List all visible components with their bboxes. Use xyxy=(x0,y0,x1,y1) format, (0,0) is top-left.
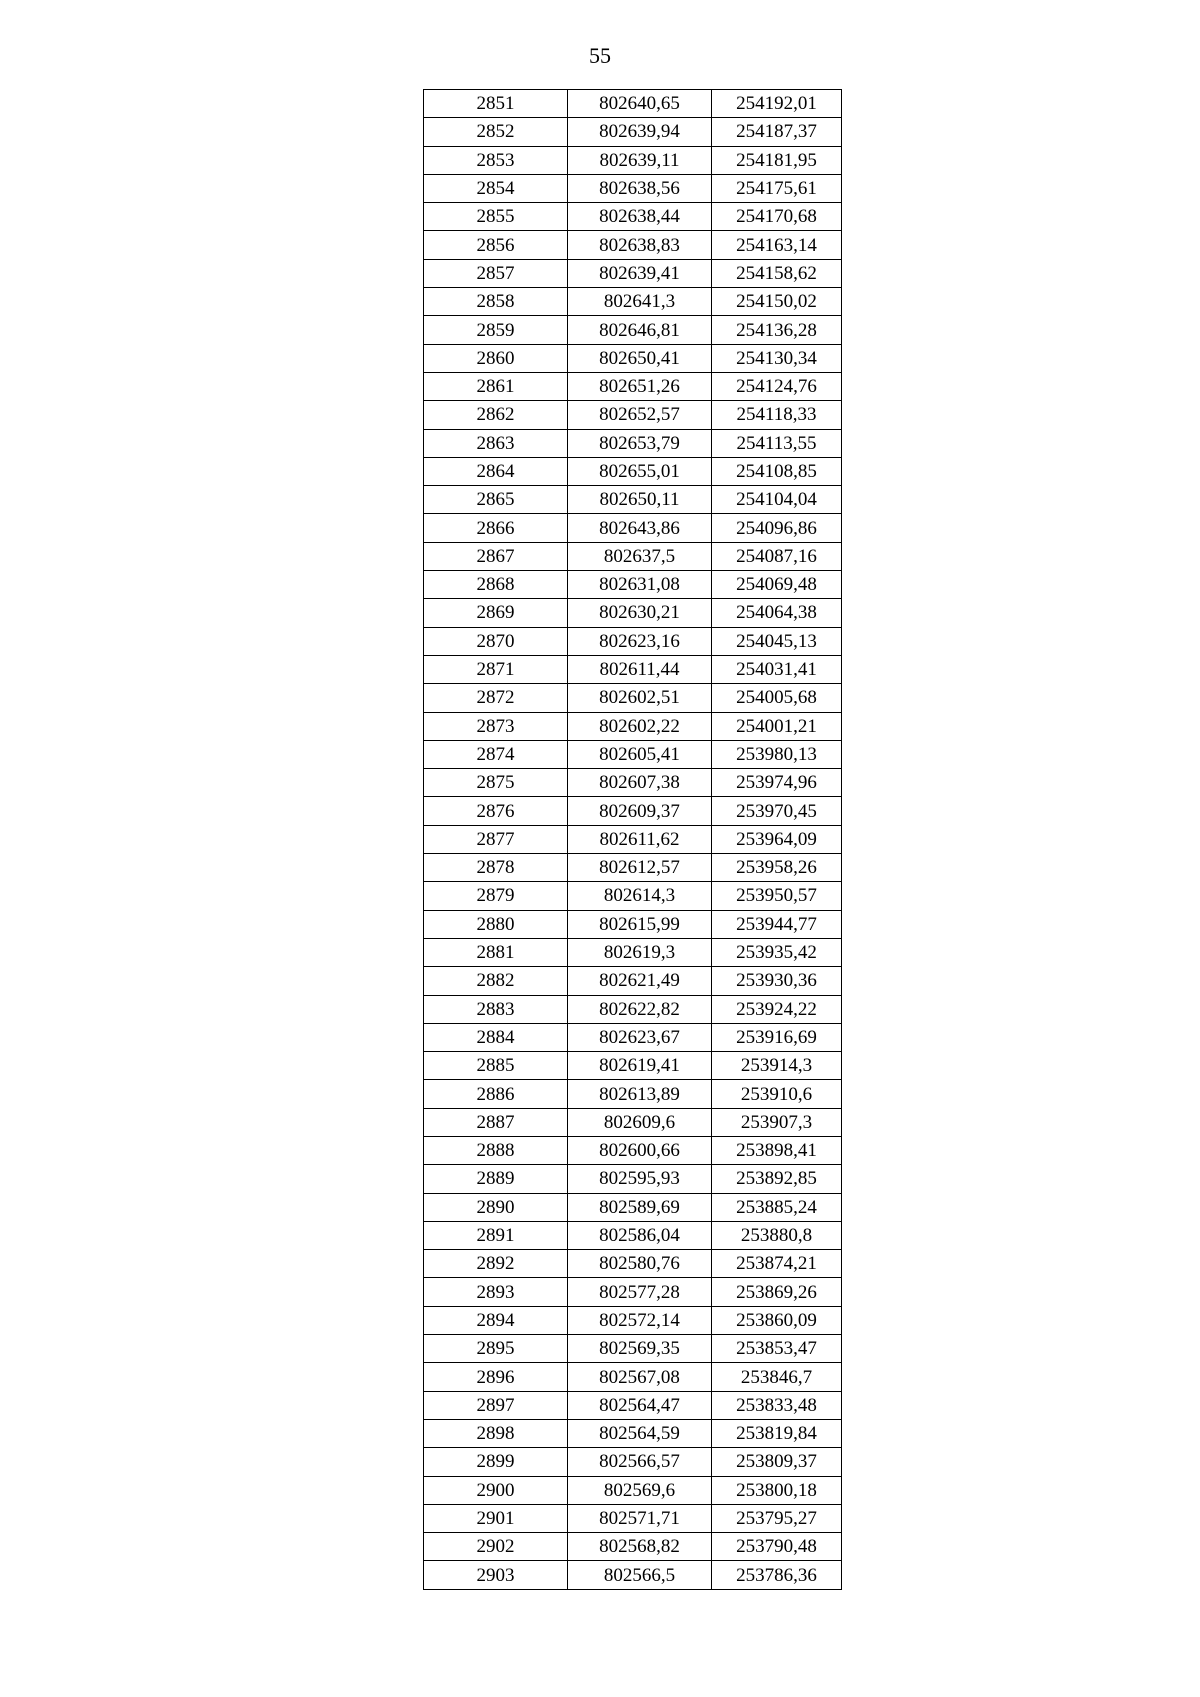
y-coordinate-cell: 254130,34 xyxy=(712,344,842,372)
point-number-cell: 2853 xyxy=(424,146,568,174)
point-number-cell: 2877 xyxy=(424,825,568,853)
x-coordinate-cell: 802638,83 xyxy=(568,231,712,259)
point-number-cell: 2851 xyxy=(424,90,568,118)
x-coordinate-cell: 802640,65 xyxy=(568,90,712,118)
point-number-cell: 2890 xyxy=(424,1193,568,1221)
y-coordinate-cell: 254104,04 xyxy=(712,486,842,514)
y-coordinate-cell: 254170,68 xyxy=(712,203,842,231)
point-number-cell: 2884 xyxy=(424,1023,568,1051)
point-number-cell: 2902 xyxy=(424,1533,568,1561)
point-number-cell: 2872 xyxy=(424,684,568,712)
x-coordinate-cell: 802607,38 xyxy=(568,769,712,797)
y-coordinate-cell: 254150,02 xyxy=(712,288,842,316)
point-number-cell: 2858 xyxy=(424,288,568,316)
point-number-cell: 2856 xyxy=(424,231,568,259)
x-coordinate-cell: 802638,56 xyxy=(568,174,712,202)
x-coordinate-cell: 802569,35 xyxy=(568,1335,712,1363)
x-coordinate-cell: 802638,44 xyxy=(568,203,712,231)
table-row xyxy=(424,1561,842,1589)
x-coordinate-cell: 802605,41 xyxy=(568,740,712,768)
table-row xyxy=(424,938,842,966)
table-row xyxy=(424,146,842,174)
table-row xyxy=(424,1023,842,1051)
x-coordinate-cell: 802586,04 xyxy=(568,1221,712,1249)
y-coordinate-cell: 254192,01 xyxy=(712,90,842,118)
x-coordinate-cell: 802639,94 xyxy=(568,118,712,146)
table-row xyxy=(424,1080,842,1108)
table-row xyxy=(424,90,842,118)
point-number-cell: 2899 xyxy=(424,1448,568,1476)
table-row xyxy=(424,316,842,344)
point-number-cell: 2862 xyxy=(424,401,568,429)
x-coordinate-cell: 802639,41 xyxy=(568,259,712,287)
table-row xyxy=(424,372,842,400)
y-coordinate-cell: 253910,6 xyxy=(712,1080,842,1108)
y-coordinate-cell: 253935,42 xyxy=(712,938,842,966)
x-coordinate-cell: 802653,79 xyxy=(568,429,712,457)
table-row xyxy=(424,118,842,146)
x-coordinate-cell: 802613,89 xyxy=(568,1080,712,1108)
x-coordinate-cell: 802611,44 xyxy=(568,655,712,683)
y-coordinate-cell: 253924,22 xyxy=(712,995,842,1023)
x-coordinate-cell: 802566,5 xyxy=(568,1561,712,1589)
x-coordinate-cell: 802571,71 xyxy=(568,1504,712,1532)
y-coordinate-cell: 254158,62 xyxy=(712,259,842,287)
x-coordinate-cell: 802577,28 xyxy=(568,1278,712,1306)
x-coordinate-cell: 802615,99 xyxy=(568,910,712,938)
x-coordinate-cell: 802651,26 xyxy=(568,372,712,400)
y-coordinate-cell: 253892,85 xyxy=(712,1165,842,1193)
point-number-cell: 2893 xyxy=(424,1278,568,1306)
y-coordinate-cell: 253795,27 xyxy=(712,1504,842,1532)
x-coordinate-cell: 802614,3 xyxy=(568,882,712,910)
x-coordinate-cell: 802564,59 xyxy=(568,1419,712,1447)
y-coordinate-cell: 253874,21 xyxy=(712,1250,842,1278)
point-number-cell: 2852 xyxy=(424,118,568,146)
x-coordinate-cell: 802568,82 xyxy=(568,1533,712,1561)
point-number-cell: 2881 xyxy=(424,938,568,966)
table-row xyxy=(424,1278,842,1306)
point-number-cell: 2867 xyxy=(424,542,568,570)
x-coordinate-cell: 802589,69 xyxy=(568,1193,712,1221)
table-row xyxy=(424,1533,842,1561)
x-coordinate-cell: 802621,49 xyxy=(568,967,712,995)
y-coordinate-cell: 253800,18 xyxy=(712,1476,842,1504)
point-number-cell: 2896 xyxy=(424,1363,568,1391)
table-row xyxy=(424,571,842,599)
point-number-cell: 2855 xyxy=(424,203,568,231)
table-row xyxy=(424,259,842,287)
table-row xyxy=(424,514,842,542)
page-number: 55 xyxy=(589,43,611,68)
y-coordinate-cell: 254124,76 xyxy=(712,372,842,400)
x-coordinate-cell: 802650,41 xyxy=(568,344,712,372)
table-row xyxy=(424,1306,842,1334)
y-coordinate-cell: 253907,3 xyxy=(712,1108,842,1136)
point-number-cell: 2883 xyxy=(424,995,568,1023)
table-row xyxy=(424,1108,842,1136)
point-number-cell: 2903 xyxy=(424,1561,568,1589)
point-number-cell: 2868 xyxy=(424,571,568,599)
y-coordinate-cell: 253880,8 xyxy=(712,1221,842,1249)
point-number-cell: 2864 xyxy=(424,457,568,485)
x-coordinate-cell: 802569,6 xyxy=(568,1476,712,1504)
table-row xyxy=(424,1136,842,1164)
x-coordinate-cell: 802619,41 xyxy=(568,1052,712,1080)
y-coordinate-cell: 254136,28 xyxy=(712,316,842,344)
point-number-cell: 2873 xyxy=(424,712,568,740)
table-row xyxy=(424,457,842,485)
coordinates-table-body xyxy=(424,90,842,1590)
y-coordinate-cell: 253809,37 xyxy=(712,1448,842,1476)
table-row xyxy=(424,712,842,740)
table-row xyxy=(424,1504,842,1532)
x-coordinate-cell: 802564,47 xyxy=(568,1391,712,1419)
y-coordinate-cell: 253970,45 xyxy=(712,797,842,825)
table-row xyxy=(424,769,842,797)
x-coordinate-cell: 802622,82 xyxy=(568,995,712,1023)
point-number-cell: 2888 xyxy=(424,1136,568,1164)
y-coordinate-cell: 253846,7 xyxy=(712,1363,842,1391)
point-number-cell: 2892 xyxy=(424,1250,568,1278)
x-coordinate-cell: 802623,16 xyxy=(568,627,712,655)
y-coordinate-cell: 254001,21 xyxy=(712,712,842,740)
x-coordinate-cell: 802580,76 xyxy=(568,1250,712,1278)
table-row xyxy=(424,203,842,231)
x-coordinate-cell: 802611,62 xyxy=(568,825,712,853)
table-row xyxy=(424,882,842,910)
y-coordinate-cell: 254064,38 xyxy=(712,599,842,627)
point-number-cell: 2869 xyxy=(424,599,568,627)
x-coordinate-cell: 802630,21 xyxy=(568,599,712,627)
table-row xyxy=(424,1165,842,1193)
x-coordinate-cell: 802567,08 xyxy=(568,1363,712,1391)
table-row xyxy=(424,1419,842,1447)
y-coordinate-cell: 254096,86 xyxy=(712,514,842,542)
y-coordinate-cell: 253958,26 xyxy=(712,854,842,882)
x-coordinate-cell: 802637,5 xyxy=(568,542,712,570)
point-number-cell: 2886 xyxy=(424,1080,568,1108)
table-row xyxy=(424,1363,842,1391)
table-row xyxy=(424,231,842,259)
point-number-cell: 2866 xyxy=(424,514,568,542)
table-row xyxy=(424,1391,842,1419)
point-number-cell: 2894 xyxy=(424,1306,568,1334)
x-coordinate-cell: 802609,37 xyxy=(568,797,712,825)
point-number-cell: 2865 xyxy=(424,486,568,514)
x-coordinate-cell: 802652,57 xyxy=(568,401,712,429)
point-number-cell: 2875 xyxy=(424,769,568,797)
point-number-cell: 2854 xyxy=(424,174,568,202)
table-row xyxy=(424,1335,842,1363)
table-row xyxy=(424,1448,842,1476)
table-row xyxy=(424,684,842,712)
x-coordinate-cell: 802572,14 xyxy=(568,1306,712,1334)
point-number-cell: 2891 xyxy=(424,1221,568,1249)
point-number-cell: 2879 xyxy=(424,882,568,910)
x-coordinate-cell: 802641,3 xyxy=(568,288,712,316)
point-number-cell: 2863 xyxy=(424,429,568,457)
table-row xyxy=(424,655,842,683)
point-number-cell: 2898 xyxy=(424,1419,568,1447)
y-coordinate-cell: 253950,57 xyxy=(712,882,842,910)
y-coordinate-cell: 254069,48 xyxy=(712,571,842,599)
y-coordinate-cell: 254113,55 xyxy=(712,429,842,457)
table-row xyxy=(424,627,842,655)
y-coordinate-cell: 253980,13 xyxy=(712,740,842,768)
y-coordinate-cell: 253885,24 xyxy=(712,1193,842,1221)
x-coordinate-cell: 802639,11 xyxy=(568,146,712,174)
table-row xyxy=(424,486,842,514)
table-row xyxy=(424,599,842,627)
x-coordinate-cell: 802650,11 xyxy=(568,486,712,514)
coordinates-table xyxy=(423,89,842,1590)
x-coordinate-cell: 802646,81 xyxy=(568,316,712,344)
y-coordinate-cell: 254031,41 xyxy=(712,655,842,683)
y-coordinate-cell: 254175,61 xyxy=(712,174,842,202)
x-coordinate-cell: 802566,57 xyxy=(568,1448,712,1476)
x-coordinate-cell: 802631,08 xyxy=(568,571,712,599)
point-number-cell: 2871 xyxy=(424,655,568,683)
y-coordinate-cell: 253860,09 xyxy=(712,1306,842,1334)
y-coordinate-cell: 253964,09 xyxy=(712,825,842,853)
y-coordinate-cell: 253819,84 xyxy=(712,1419,842,1447)
y-coordinate-cell: 254108,85 xyxy=(712,457,842,485)
point-number-cell: 2900 xyxy=(424,1476,568,1504)
point-number-cell: 2887 xyxy=(424,1108,568,1136)
point-number-cell: 2880 xyxy=(424,910,568,938)
table-row xyxy=(424,401,842,429)
y-coordinate-cell: 254087,16 xyxy=(712,542,842,570)
point-number-cell: 2876 xyxy=(424,797,568,825)
x-coordinate-cell: 802609,6 xyxy=(568,1108,712,1136)
point-number-cell: 2859 xyxy=(424,316,568,344)
y-coordinate-cell: 254181,95 xyxy=(712,146,842,174)
x-coordinate-cell: 802623,67 xyxy=(568,1023,712,1051)
table-row xyxy=(424,1250,842,1278)
table-row xyxy=(424,429,842,457)
table-row xyxy=(424,854,842,882)
y-coordinate-cell: 253853,47 xyxy=(712,1335,842,1363)
y-coordinate-cell: 254005,68 xyxy=(712,684,842,712)
x-coordinate-cell: 802595,93 xyxy=(568,1165,712,1193)
point-number-cell: 2857 xyxy=(424,259,568,287)
x-coordinate-cell: 802602,51 xyxy=(568,684,712,712)
table-row xyxy=(424,1052,842,1080)
point-number-cell: 2860 xyxy=(424,344,568,372)
table-row xyxy=(424,740,842,768)
point-number-cell: 2895 xyxy=(424,1335,568,1363)
point-number-cell: 2885 xyxy=(424,1052,568,1080)
y-coordinate-cell: 253974,96 xyxy=(712,769,842,797)
y-coordinate-cell: 253944,77 xyxy=(712,910,842,938)
y-coordinate-cell: 253869,26 xyxy=(712,1278,842,1306)
y-coordinate-cell: 254045,13 xyxy=(712,627,842,655)
point-number-cell: 2897 xyxy=(424,1391,568,1419)
table-row xyxy=(424,825,842,853)
y-coordinate-cell: 253898,41 xyxy=(712,1136,842,1164)
y-coordinate-cell: 253914,3 xyxy=(712,1052,842,1080)
point-number-cell: 2889 xyxy=(424,1165,568,1193)
table-row xyxy=(424,542,842,570)
point-number-cell: 2878 xyxy=(424,854,568,882)
table-row xyxy=(424,1221,842,1249)
x-coordinate-cell: 802619,3 xyxy=(568,938,712,966)
table-row xyxy=(424,910,842,938)
y-coordinate-cell: 253916,69 xyxy=(712,1023,842,1051)
x-coordinate-cell: 802655,01 xyxy=(568,457,712,485)
table-row xyxy=(424,797,842,825)
y-coordinate-cell: 254187,37 xyxy=(712,118,842,146)
y-coordinate-cell: 253833,48 xyxy=(712,1391,842,1419)
table-row xyxy=(424,174,842,202)
point-number-cell: 2874 xyxy=(424,740,568,768)
point-number-cell: 2901 xyxy=(424,1504,568,1532)
table-row xyxy=(424,288,842,316)
y-coordinate-cell: 253930,36 xyxy=(712,967,842,995)
point-number-cell: 2882 xyxy=(424,967,568,995)
point-number-cell: 2861 xyxy=(424,372,568,400)
y-coordinate-cell: 253786,36 xyxy=(712,1561,842,1589)
y-coordinate-cell: 254163,14 xyxy=(712,231,842,259)
table-row xyxy=(424,1193,842,1221)
y-coordinate-cell: 253790,48 xyxy=(712,1533,842,1561)
x-coordinate-cell: 802600,66 xyxy=(568,1136,712,1164)
point-number-cell: 2870 xyxy=(424,627,568,655)
x-coordinate-cell: 802612,57 xyxy=(568,854,712,882)
table-row xyxy=(424,995,842,1023)
table-row xyxy=(424,344,842,372)
table-row xyxy=(424,967,842,995)
x-coordinate-cell: 802643,86 xyxy=(568,514,712,542)
table-row xyxy=(424,1476,842,1504)
x-coordinate-cell: 802602,22 xyxy=(568,712,712,740)
y-coordinate-cell: 254118,33 xyxy=(712,401,842,429)
